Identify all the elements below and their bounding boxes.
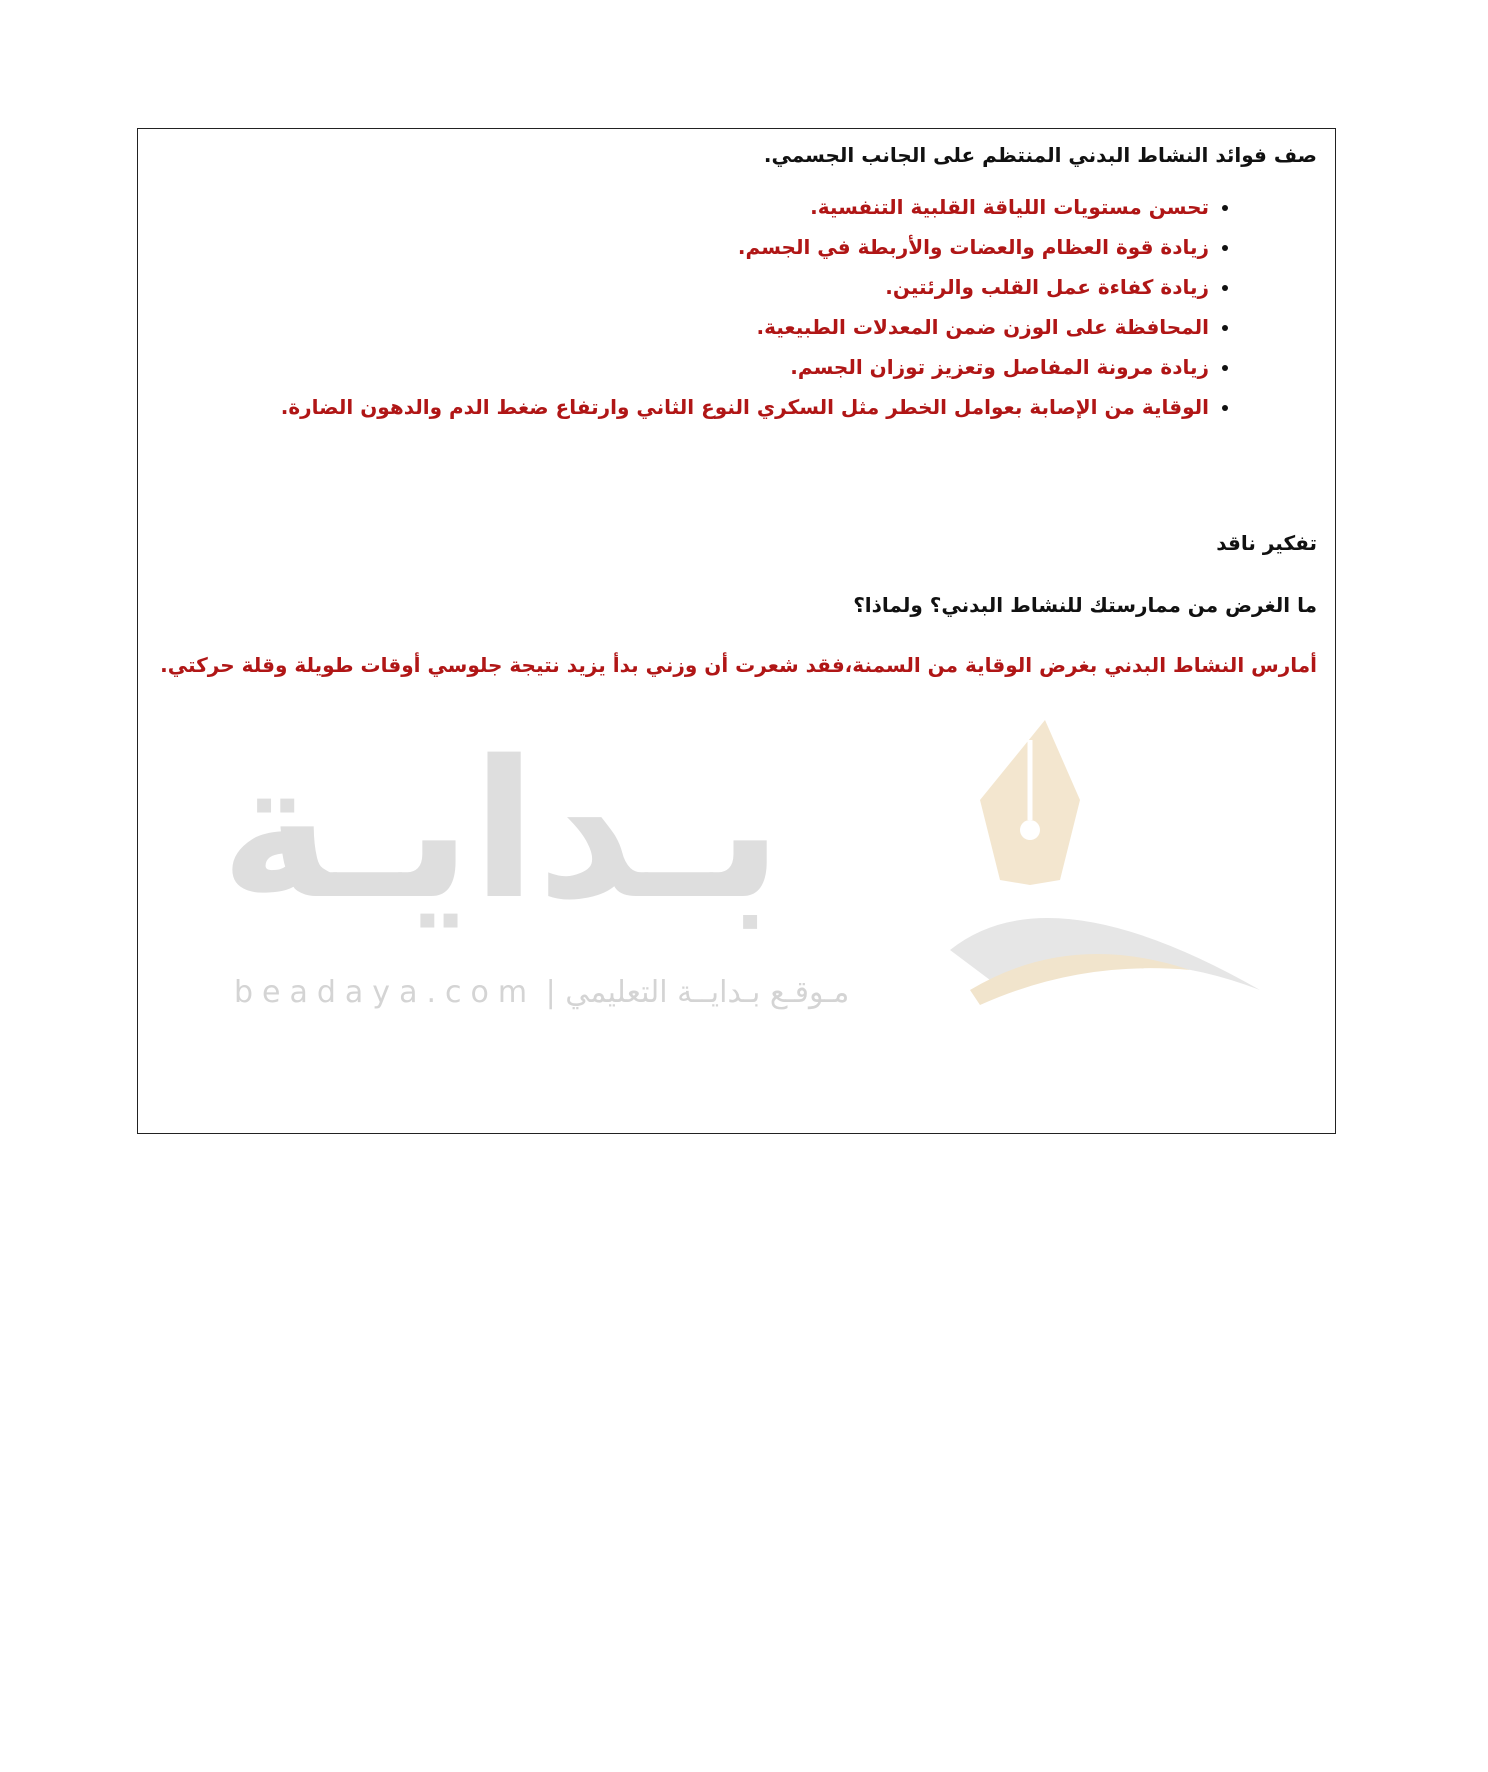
answer-item: • زيادة كفاءة عمل القلب والرئتين. xyxy=(177,267,1209,307)
answer-item: • المحافظة على الوزن ضمن المعدلات الطبيعية. xyxy=(177,307,1209,347)
section-title: تفكير ناقد xyxy=(1216,531,1317,555)
answer-item: • تحسن مستويات اللياقة القلبية التنفسية. xyxy=(177,187,1209,227)
watermark-domain: beadaya.com xyxy=(234,975,537,1010)
content-frame xyxy=(137,128,1336,1134)
question-1: صف فوائد النشاط البدني المنتظم على الجانب الجسمي. xyxy=(763,143,1317,167)
question-2: ما الغرض من ممارستك للنشاط البدني؟ ولماذا؟ xyxy=(853,593,1317,617)
watermark-tagline: مـوقـع بـدايــة التعليمي xyxy=(565,975,850,1010)
content-body xyxy=(160,141,1317,677)
watermark-word: بـدايـة xyxy=(220,720,783,941)
answer-list xyxy=(177,187,1317,427)
answer-item: • زيادة قوة العظام والعضات والأربطة في الجسم. xyxy=(177,227,1209,267)
answer-2: أمارس النشاط البدني بغرض الوقاية من السمنة،فقد شعرت أن وزني بدأ يزيد نتيجة جلوسي أوقات طويلة وقلة حركتي. xyxy=(160,653,1317,677)
answer-item: • الوقاية من الإصابة بعوامل الخطر مثل السكري النوع الثاني وارتفاع ضغط الدم والدهون الضارة. xyxy=(177,387,1209,427)
answer-item: • زيادة مرونة المفاصل وتعزيز توزان الجسم. xyxy=(177,347,1209,387)
watermark-separator: | xyxy=(545,975,556,1010)
